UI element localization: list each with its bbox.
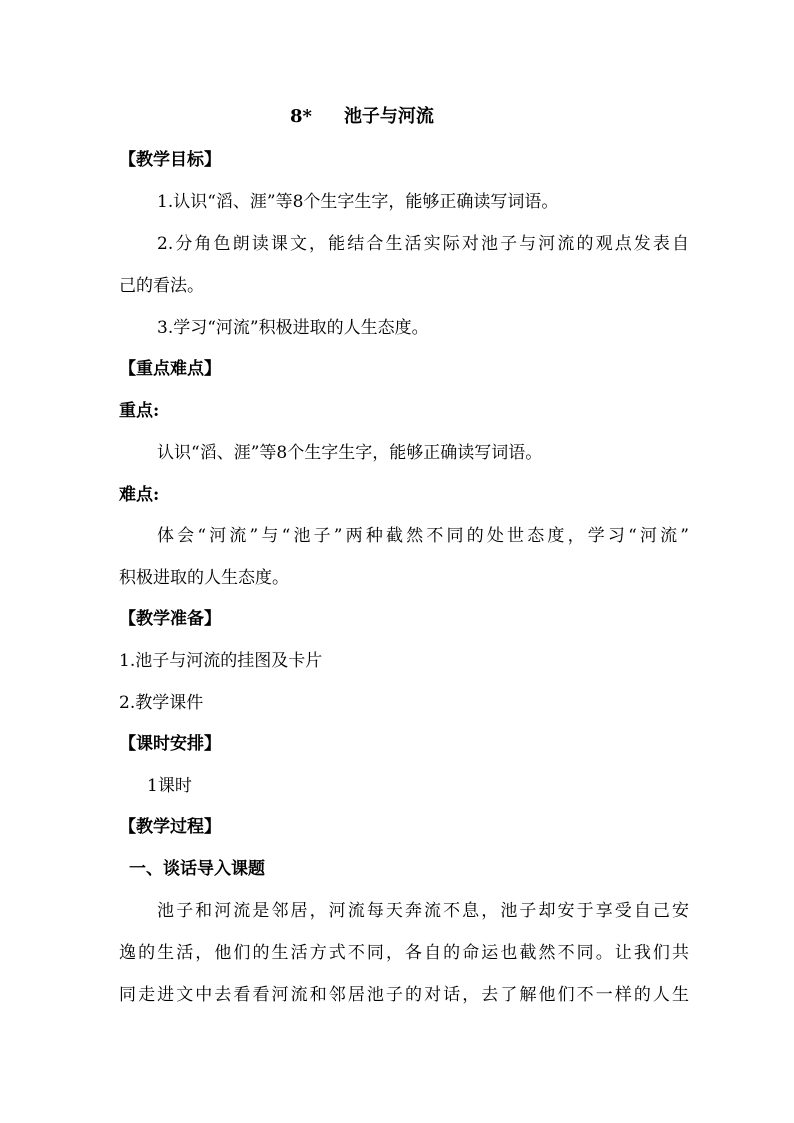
process-step-1-line-1: 池子和河流是邻居，河流每天奔流不息，池子却安于享受自己安 xyxy=(157,901,689,921)
difficulty-line-2: 积极进取的人生态度。 xyxy=(119,568,289,588)
process-heading: 【教学过程】 xyxy=(119,817,221,837)
difficulty-label: 难点: xyxy=(119,485,160,505)
lesson-title: 池子与河流 xyxy=(343,106,434,127)
schedule-heading: 【课时安排】 xyxy=(119,734,221,754)
difficulty-line-1: 体会“河流”与“池子”两种截然不同的处世态度，学习“河流” xyxy=(157,526,689,546)
process-step-1-line-2: 逸的生活，他们的生活方式不同，各自的命运也截然不同。让我们共 xyxy=(119,943,689,963)
lesson-number: 8* xyxy=(290,106,312,127)
goals-heading: 【教学目标】 xyxy=(119,150,221,170)
schedule-text: 1课时 xyxy=(147,776,192,796)
key-points-heading: 【重点难点】 xyxy=(119,359,221,379)
goal-item-1: 1.认识“滔、涯”等8个生字生字，能够正确读写词语。 xyxy=(157,192,559,212)
preparation-heading: 【教学准备】 xyxy=(119,609,221,629)
page-title xyxy=(290,105,590,129)
goal-item-3: 3.学习“河流”积极进取的人生态度。 xyxy=(157,318,429,338)
goal-item-2-cont: 己的看法。 xyxy=(119,276,204,296)
key-text: 认识“滔、涯”等8个生字生字，能够正确读写词语。 xyxy=(157,443,543,463)
key-label: 重点: xyxy=(119,401,160,421)
preparation-item-2: 2.教学课件 xyxy=(119,693,204,713)
process-step-1-line-3: 同走进文中去看看河流和邻居池子的对话，去了解他们不一样的人生 xyxy=(119,985,689,1005)
preparation-item-1: 1.池子与河流的挂图及卡片 xyxy=(119,651,323,671)
goal-item-2: 2.分角色朗读课文，能结合生活实际对池子与河流的观点发表自 xyxy=(157,234,689,254)
process-step-1-title: 一、谈话导入课题 xyxy=(129,859,265,879)
